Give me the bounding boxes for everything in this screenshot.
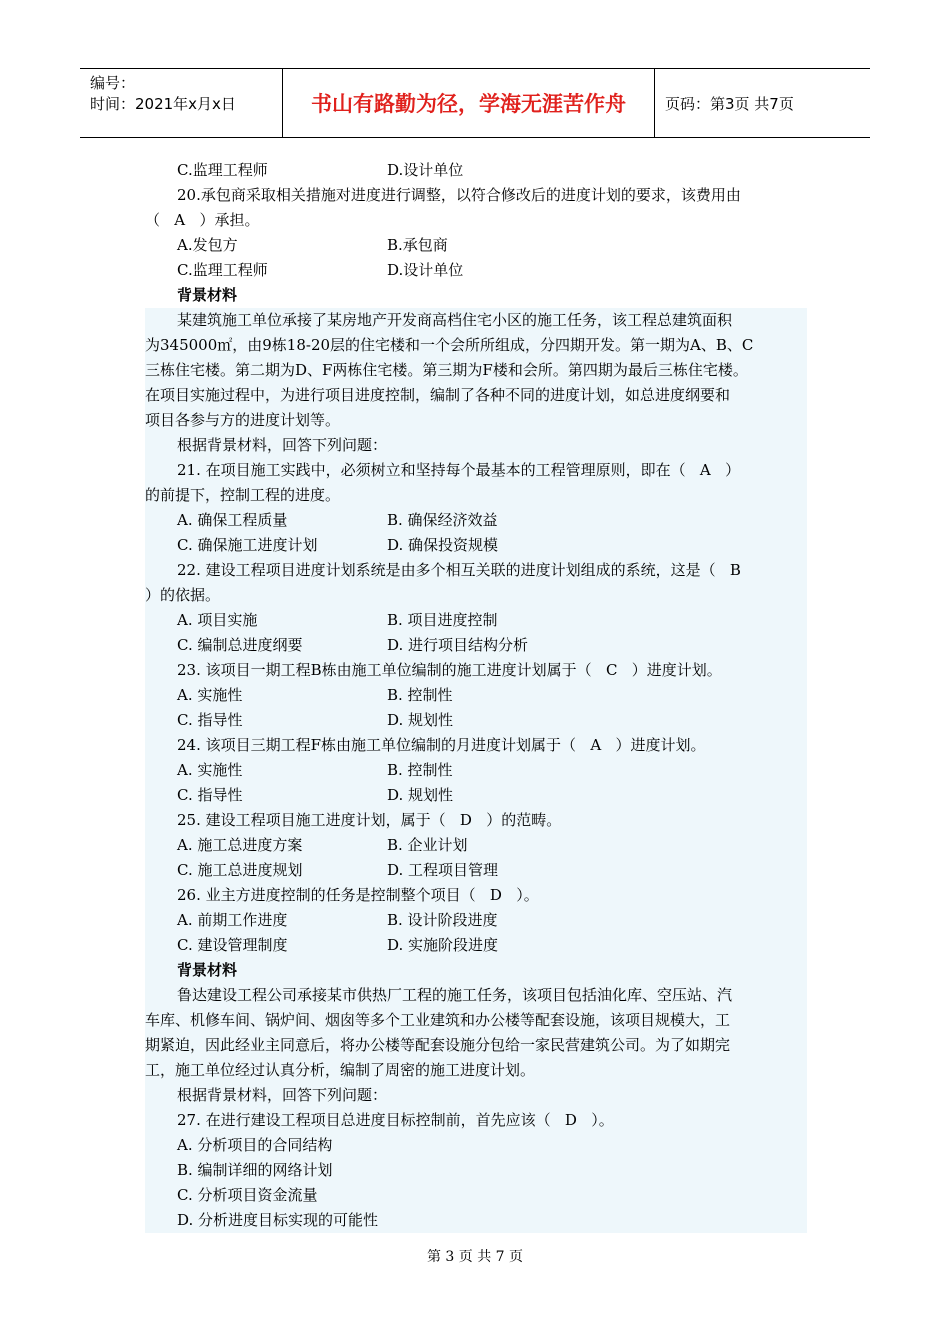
section-heading: 背景材料 bbox=[145, 958, 807, 983]
option-row bbox=[145, 158, 807, 183]
option-b: B.承包商 bbox=[387, 236, 448, 254]
option-b: D. 规划性 bbox=[387, 711, 454, 729]
option-a: A. 确保工程质量 bbox=[177, 511, 288, 529]
option-a: C. 指导性 bbox=[177, 711, 243, 729]
text-line: 鲁达建设工程公司承接某市供热厂工程的施工任务，该项目包括油化库、空压站、汽 bbox=[145, 983, 807, 1008]
option-a: C.监理工程师 bbox=[177, 261, 268, 279]
text-line: 26. 业主方进度控制的任务是控制整个项目（ D ）。 bbox=[145, 883, 807, 908]
text-line: A. 分析项目的合同结构 bbox=[145, 1133, 807, 1158]
option-b: B. 设计阶段进度 bbox=[387, 911, 498, 929]
option-a: C. 编制总进度纲要 bbox=[177, 636, 303, 654]
option-row bbox=[145, 758, 807, 783]
text-line: D. 分析进度目标实现的可能性 bbox=[145, 1208, 807, 1233]
text-line: 23. 该项目一期工程B栋由施工单位编制的施工进度计划属于（ C ）进度计划。 bbox=[145, 658, 807, 683]
section-heading: 背景材料 bbox=[177, 286, 238, 304]
option-row bbox=[145, 833, 807, 858]
option-a: A.发包方 bbox=[177, 236, 238, 254]
page-footer: 第 3 页 共 7 页 bbox=[426, 1249, 524, 1265]
option-row bbox=[145, 683, 807, 708]
option-a: A. 前期工作进度 bbox=[177, 911, 288, 929]
text-line: 工，施工单位经过认真分析，编制了周密的施工进度计划。 bbox=[145, 1058, 807, 1083]
text-line: 为345000㎡，由9栋18-20层的住宅楼和一个会所所组成，分四期开发。第一期为A、B、C bbox=[145, 333, 807, 358]
text-line: 27. 在进行建设工程项目总进度目标控制前，首先应该（ D ）。 bbox=[145, 1108, 807, 1133]
option-a: C.监理工程师 bbox=[177, 161, 268, 179]
text-line: 根据背景材料，回答下列问题： bbox=[145, 433, 807, 458]
header-meta bbox=[80, 69, 283, 137]
option-b: D. 确保投资规模 bbox=[387, 536, 499, 554]
text-line: 项目各参与方的进度计划等。 bbox=[145, 408, 807, 433]
text-line: C. 分析项目资金流量 bbox=[145, 1183, 807, 1208]
option-a: C. 建设管理制度 bbox=[177, 936, 288, 954]
text-line: 某建筑施工单位承接了某房地产开发商高档住宅小区的施工任务，该工程总建筑面积 bbox=[145, 308, 807, 333]
option-row bbox=[145, 933, 807, 958]
option-a: C. 确保施工进度计划 bbox=[177, 536, 318, 554]
option-b: D. 实施阶段进度 bbox=[387, 936, 499, 954]
option-row bbox=[145, 508, 807, 533]
option-row bbox=[145, 533, 807, 558]
option-b: D.设计单位 bbox=[387, 261, 464, 279]
text-line: （ A ）承担。 bbox=[145, 211, 260, 229]
document-body bbox=[145, 158, 807, 1233]
option-a: A. 实施性 bbox=[177, 686, 243, 704]
option-row bbox=[145, 258, 807, 283]
option-b: B. 确保经济效益 bbox=[387, 511, 498, 529]
text-line: 三栋住宅楼。第二期为D、F两栋住宅楼。第三期为F楼和会所。第四期为最后三栋住宅楼。 bbox=[145, 358, 807, 383]
option-a: A. 施工总进度方案 bbox=[177, 836, 303, 854]
text-line: ）的依据。 bbox=[145, 583, 807, 608]
option-row bbox=[145, 908, 807, 933]
option-row bbox=[145, 233, 807, 258]
option-row bbox=[145, 608, 807, 633]
option-b: D. 规划性 bbox=[387, 786, 454, 804]
option-row bbox=[145, 708, 807, 733]
time-label: 时间：2021年x月x日 bbox=[90, 95, 236, 113]
text-line: 在项目实施过程中，为进行项目进度控制，编制了各种不同的进度计划，如总进度纲要和 bbox=[145, 383, 807, 408]
text-line: 24. 该项目三期工程F栋由施工单位编制的月进度计划属于（ A ）进度计划。 bbox=[145, 733, 807, 758]
option-b: B. 企业计划 bbox=[387, 836, 468, 854]
option-row bbox=[145, 858, 807, 883]
option-a: C. 施工总进度规划 bbox=[177, 861, 303, 879]
text-line: 的前提下，控制工程的进度。 bbox=[145, 483, 807, 508]
option-a: A. 实施性 bbox=[177, 761, 243, 779]
text-line: 22. 建设工程项目进度计划系统是由多个相互关联的进度计划组成的系统，这是（ B bbox=[145, 558, 807, 583]
text-line: 25. 建设工程项目施工进度计划，属于（ D ）的范畴。 bbox=[145, 808, 807, 833]
option-a: A. 项目实施 bbox=[177, 611, 258, 629]
option-a: C. 指导性 bbox=[177, 786, 243, 804]
option-row bbox=[145, 633, 807, 658]
text-line: 车库、机修车间、锅炉间、烟囱等多个工业建筑和办公楼等配套设施，该项目规模大，工 bbox=[145, 1008, 807, 1033]
text-line: 21. 在项目施工实践中，必须树立和坚持每个最基本的工程管理原则，即在（ A ） bbox=[145, 458, 807, 483]
option-b: D. 工程项目管理 bbox=[387, 861, 499, 879]
page-header bbox=[80, 68, 870, 138]
option-b: B. 控制性 bbox=[387, 686, 453, 704]
header-motto: 书山有路勤为径，学海无涯苦作舟 bbox=[283, 69, 655, 137]
text-line: B. 编制详细的网络计划 bbox=[145, 1158, 807, 1183]
text-line: 根据背景材料，回答下列问题： bbox=[145, 1083, 807, 1108]
option-b: B. 控制性 bbox=[387, 761, 453, 779]
number-label: 编号： bbox=[90, 74, 136, 92]
option-row bbox=[145, 783, 807, 808]
text-line: 期紧迫，因此经业主同意后，将办公楼等配套设施分包给一家民营建筑公司。为了如期完 bbox=[145, 1033, 807, 1058]
text-line: 20.承包商采取相关措施对进度进行调整，以符合修改后的进度计划的要求，该费用由 bbox=[177, 186, 741, 204]
header-page-number: 页码：第3页 共7页 bbox=[665, 94, 794, 113]
option-b: D.设计单位 bbox=[387, 161, 464, 179]
option-b: D. 进行项目结构分析 bbox=[387, 636, 529, 654]
option-b: B. 项目进度控制 bbox=[387, 611, 498, 629]
